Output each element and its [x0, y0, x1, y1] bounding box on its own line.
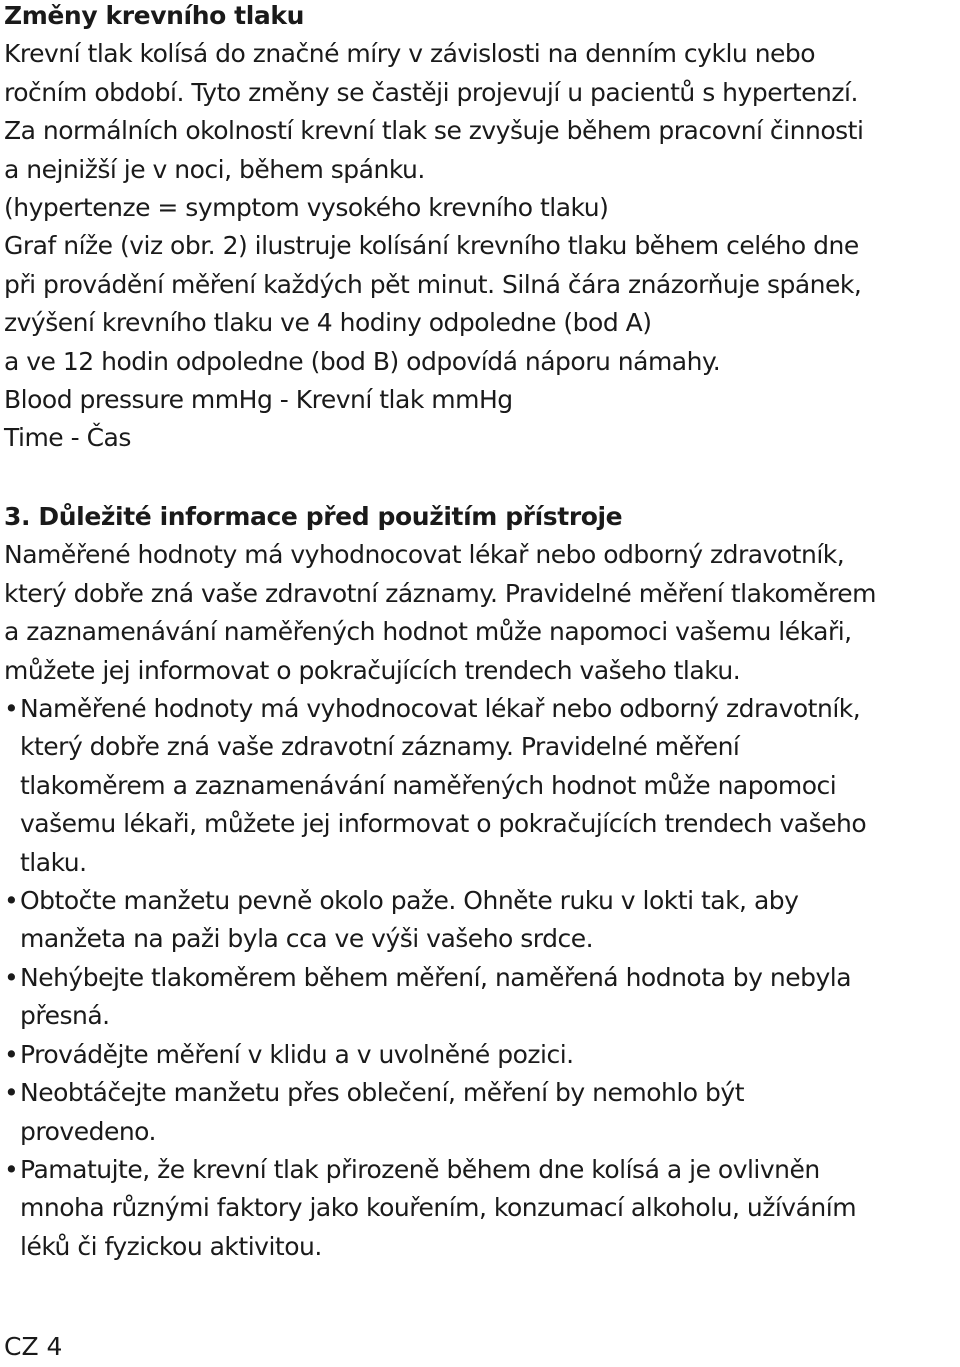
section-heading: Změny krevního tlaku: [4, 1, 304, 30]
paragraph-line: Blood pressure mmHg - Krevní tlak mmHg: [4, 385, 513, 415]
bullet-line: Naměřené hodnoty má vyhodnocovat lékař nebo odborný zdravotník,: [20, 694, 861, 724]
bullet-line: Provádějte měření v klidu a v uvolněné pozici.: [20, 1039, 574, 1069]
paragraph-line: Naměřené hodnoty má vyhodnocovat lékař nebo odborný zdravotník,: [4, 540, 845, 570]
section-important-information: [4, 498, 876, 1266]
bullet-icon: •: [4, 962, 19, 992]
bullet-line: mnoha různými faktory jako kouřením, konzumací alkoholu, užíváním: [20, 1193, 857, 1223]
paragraph-line: a zaznamenávání naměřených hodnot může napomoci vašemu lékaři,: [4, 617, 852, 647]
bullet-list-item: [4, 1151, 876, 1266]
bullet-list-item: [4, 882, 876, 959]
bullet-line: tlakoměrem a zaznamenávání naměřených hodnot může napomoci: [20, 770, 837, 800]
paragraph-line: Graf níže (viz obr. 2) ilustruje kolísání krevního tlaku během celého dne: [4, 231, 859, 261]
paragraph-line: a nejnižší je v noci, během spánku.: [4, 154, 425, 184]
bullet-icon: •: [4, 1039, 19, 1069]
bullet-line: Obtočte manžetu pevně okolo paže. Ohněte ruku v lokti tak, aby: [20, 886, 799, 916]
bullet-list-item: [4, 1074, 876, 1151]
bullet-line: manžeta na paži byla cca ve výši vašeho srdce.: [20, 924, 594, 954]
bullet-line: přesná.: [20, 1001, 110, 1031]
paragraph-line: a ve 12 hodin odpoledne (bod B) odpovídá náporu námahy.: [4, 346, 721, 376]
bullet-list-item: [4, 959, 876, 1036]
page-number: CZ 4: [4, 1332, 63, 1361]
bullet-list-item: [4, 1036, 876, 1074]
bullet-line: Neobtáčejte manžetu přes oblečení, měření by nemohlo být: [20, 1078, 745, 1108]
bullet-icon: •: [4, 886, 19, 916]
bullet-icon: •: [4, 1078, 19, 1108]
bullet-line: léků či fyzickou aktivitou.: [20, 1231, 322, 1261]
bullet-icon: •: [4, 694, 19, 724]
paragraph-line: při provádění měření každých pět minut. Silná čára znázorňuje spánek,: [4, 269, 862, 299]
paragraph-line: Za normálních okolností krevní tlak se zvyšuje během pracovní činnosti: [4, 116, 864, 146]
paragraph-line: Time - Čas: [4, 423, 131, 453]
paragraph-line: ročním období. Tyto změny se častěji projevují u pacientů s hypertenzí.: [4, 77, 858, 107]
bullet-line: Pamatujte, že krevní tlak přirozeně během dne kolísá a je ovlivněn: [20, 1154, 820, 1184]
bullet-line: tlaku.: [20, 847, 87, 877]
section-heading: 3. Důležité informace před použitím přístroje: [4, 502, 623, 531]
paragraph-line: Krevní tlak kolísá do značné míry v závislosti na denním cyklu nebo: [4, 39, 816, 69]
paragraph-line: (hypertenze = symptom vysokého krevního tlaku): [4, 193, 609, 223]
bullet-icon: •: [4, 1154, 19, 1184]
paragraph-line: můžete jej informovat o pokračujících trendech vašeho tlaku.: [4, 655, 741, 685]
bullet-line: vašemu lékaři, můžete jej informovat o pokračujících trendech vašeho: [20, 809, 867, 839]
bullet-line: Nehýbejte tlakoměrem během měření, naměřená hodnota by nebyla: [20, 962, 852, 992]
paragraph-line: zvýšení krevního tlaku ve 4 hodiny odpoledne (bod A): [4, 308, 652, 338]
bullet-line: provedeno.: [20, 1116, 156, 1146]
bullet-line: který dobře zná vaše zdravotní záznamy. Pravidelné měření: [20, 732, 740, 762]
bullet-list-item: [4, 690, 876, 882]
paragraph-line: který dobře zná vaše zdravotní záznamy. Pravidelné měření tlakoměrem: [4, 578, 876, 608]
section-blood-pressure-changes: [4, 0, 863, 458]
